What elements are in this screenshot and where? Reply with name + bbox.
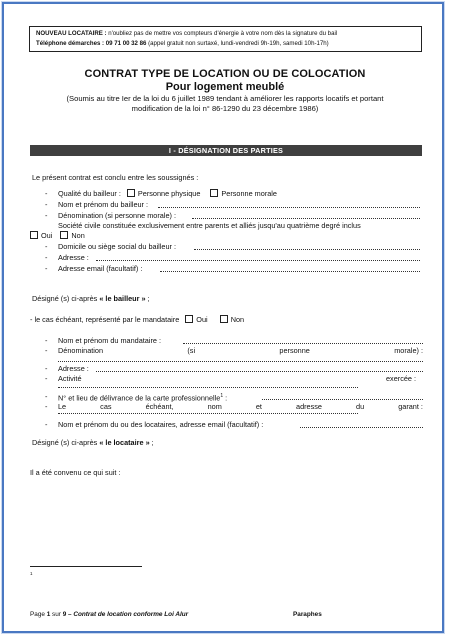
- page-footer: [30, 611, 188, 618]
- garant-word: cas: [100, 402, 112, 411]
- designe-bailleur-text: Désigné (s) ci-après: [32, 294, 100, 303]
- denom-word: (si: [187, 346, 196, 355]
- footnote-marker: 1: [30, 571, 33, 576]
- qualite-label: Qualité du bailleur :: [58, 189, 121, 198]
- sci-text: Société civile constituée exclusivement entre parents et alliés jusqu'au quatrième degré inclus: [58, 221, 361, 230]
- bullet-dash: -: [45, 253, 48, 262]
- sci-options: [30, 231, 85, 240]
- law-reference: [0, 94, 450, 114]
- personne-morale-checkbox[interactable]: [210, 189, 218, 197]
- bailleur-denomination-field[interactable]: [192, 218, 420, 219]
- page-total: 9: [62, 611, 67, 618]
- mandataire-row: [30, 315, 244, 324]
- contract-title: CONTRAT TYPE DE LOCATION OU DE COLOCATION: [84, 68, 366, 80]
- mandataire-adresse-label: Adresse :: [58, 364, 89, 373]
- section-header: I - DÉSIGNATION DES PARTIES: [30, 145, 422, 156]
- mandataire-oui-label: Oui: [196, 315, 208, 324]
- footnote-ref[interactable]: 1: [220, 393, 224, 399]
- notice-text-2: (appel gratuit non surtaxé, lundi-vendredi 9h-19h, samedi 10h-17h): [146, 40, 329, 47]
- bullet-dash: -: [45, 364, 48, 373]
- bailleur-adresse-label: Adresse :: [58, 253, 89, 262]
- mandataire-carte-label: [58, 392, 227, 402]
- mandataire-denomination-field[interactable]: [58, 361, 423, 362]
- mandataire-intro: - le cas échéant, représenté par le mandataire: [30, 315, 180, 324]
- locataires-label: Nom et prénom du ou des locataires, adresse email (facultatif) :: [58, 420, 264, 429]
- designe-bailleur: [32, 294, 150, 303]
- garant-word: et: [255, 402, 262, 411]
- personne-morale-label: Personne morale: [221, 189, 277, 198]
- bullet-dash: -: [45, 336, 48, 345]
- energy-notice-box: [29, 26, 422, 52]
- designe-bailleur-end: ;: [145, 294, 150, 303]
- law-reference-line-1: (Soumis au titre Ier de la loi du 6 juillet 1989 tendant à améliorer les rapports locatifs et portant: [66, 94, 384, 103]
- sci-non-label: Non: [71, 231, 85, 240]
- contract-subtitle: Pour logement meublé: [165, 81, 285, 93]
- page-prefix: Page: [30, 611, 47, 618]
- personne-physique-checkbox[interactable]: [127, 189, 135, 197]
- bullet-dash: -: [45, 242, 48, 251]
- locataires-field[interactable]: [300, 427, 423, 428]
- denom-word: personne: [279, 346, 310, 355]
- denom-word: Dénomination: [58, 346, 104, 355]
- notice-text-1: n'oubliez pas de mettre vos compteurs d'énergie à votre nom dès la signature du bail: [106, 30, 338, 37]
- sci-oui-checkbox[interactable]: [30, 231, 38, 239]
- designe-bailleur-bold: « le bailleur »: [99, 294, 146, 303]
- designe-locataire-text: Désigné (s) ci-après: [32, 438, 100, 447]
- notice-phone[interactable]: Téléphone démarches : 09 71 00 32 86: [36, 40, 147, 47]
- mandataire-denomination-label: [58, 346, 423, 355]
- sci-non-checkbox[interactable]: [60, 231, 68, 239]
- footnote-separator: [30, 566, 142, 567]
- garant-word: garant :: [398, 402, 423, 411]
- designe-locataire: [32, 438, 154, 447]
- bailleur-email-field[interactable]: [160, 271, 420, 272]
- bullet-dash: -: [45, 200, 48, 209]
- mandataire-activite-label: Activité: [58, 374, 82, 383]
- garant-word: nom: [207, 402, 222, 411]
- denom-word: morale) :: [394, 346, 423, 355]
- bailleur-domicile-label: Domicile ou siège social du bailleur :: [58, 242, 177, 251]
- qualite-row: [58, 189, 277, 198]
- mandataire-adresse-field[interactable]: [96, 371, 423, 372]
- mandataire-non-checkbox[interactable]: [220, 315, 228, 323]
- page-number: 1: [46, 611, 51, 618]
- mandataire-carte-field[interactable]: [262, 399, 423, 400]
- garant-label: [58, 402, 423, 411]
- bullet-dash: -: [45, 189, 48, 198]
- mandataire-nom-field[interactable]: [183, 343, 423, 344]
- designe-locataire-end: ;: [149, 438, 154, 447]
- garant-word: Le: [58, 402, 67, 411]
- law-reference-line-2: modification de la loi n° 86-1290 du 23 décembre 1986): [131, 104, 319, 113]
- mandataire-non-label: Non: [230, 315, 245, 324]
- bullet-dash: -: [45, 211, 48, 220]
- garant-field[interactable]: [58, 413, 358, 414]
- designe-locataire-bold: « le locataire »: [99, 438, 150, 447]
- mandataire-nom-label: Nom et prénom du mandataire :: [58, 336, 162, 345]
- personne-physique-label: Personne physique: [137, 189, 201, 198]
- convenu-text: Il a été convenu ce qui suit :: [30, 468, 121, 477]
- bailleur-denomination-label: Dénomination (si personne morale) :: [58, 211, 177, 220]
- bailleur-adresse-field[interactable]: [96, 260, 420, 261]
- page-of: sur: [50, 611, 63, 618]
- garant-word: adresse: [296, 402, 322, 411]
- bailleur-email-label: Adresse email (facultatif) :: [58, 264, 143, 273]
- garant-word: échéant,: [145, 402, 174, 411]
- bailleur-domicile-field[interactable]: [194, 249, 420, 250]
- garant-word: du: [356, 402, 365, 411]
- bullet-dash: -: [45, 392, 48, 401]
- mandataire-oui-checkbox[interactable]: [185, 315, 193, 323]
- bullet-dash: -: [45, 402, 48, 411]
- carte-end: :: [223, 393, 228, 403]
- notice-bold-1: NOUVEAU LOCATAIRE :: [36, 30, 107, 37]
- intro-text: Le présent contrat est conclu entre les soussignés :: [32, 173, 199, 182]
- mandataire-activite-field[interactable]: [58, 387, 358, 388]
- sci-oui-label: Oui: [41, 231, 53, 240]
- bullet-dash: -: [45, 374, 48, 383]
- bailleur-nom-field[interactable]: [158, 207, 420, 208]
- bailleur-nom-label: Nom et prénom du bailleur :: [58, 200, 149, 209]
- bullet-dash: -: [45, 346, 48, 355]
- bullet-dash: -: [45, 420, 48, 429]
- mandataire-exercee-label: exercée :: [386, 374, 417, 383]
- paraphes-label: Paraphes: [293, 611, 322, 618]
- footer-doc-title: – Contrat de location conforme Loi Alur: [66, 611, 189, 618]
- carte-text: N° et lieu de délivrance de la carte professionnelle: [58, 393, 221, 403]
- bullet-dash: -: [45, 264, 48, 273]
